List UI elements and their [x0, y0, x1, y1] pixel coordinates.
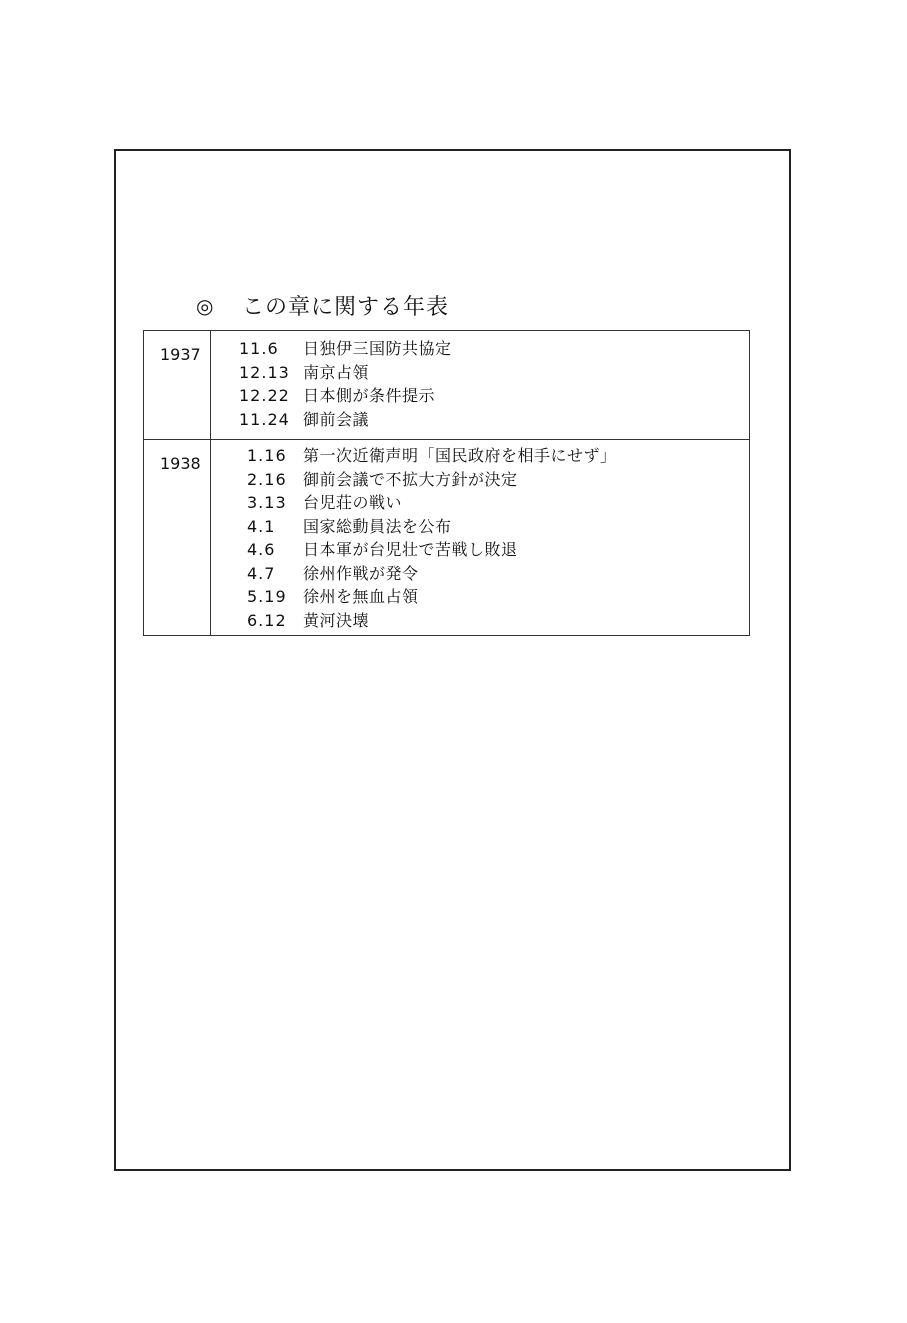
timeline-event — [239, 337, 749, 361]
timeline-event — [247, 444, 749, 468]
events-cell — [211, 440, 749, 635]
event-text: 御前会議 — [303, 409, 370, 429]
event-date: 4.1 — [247, 516, 276, 536]
timeline-event — [247, 515, 749, 539]
double-circle-icon: ◎ — [196, 293, 215, 318]
event-date: 1.16 — [247, 446, 287, 465]
timeline-event — [247, 562, 749, 586]
event-date: 12.22 — [239, 386, 290, 405]
event-text: 南京占領 — [303, 362, 370, 382]
timeline-event — [239, 384, 749, 408]
timeline-event — [247, 538, 749, 562]
section-title: この章に関する年表 — [242, 295, 450, 320]
events-cell — [211, 331, 749, 439]
event-date: 11.24 — [239, 409, 290, 429]
year-cell: 1937 — [144, 331, 211, 439]
event-text: 黄河決壊 — [303, 610, 370, 630]
event-text: 御前会議で不拡大方針が決定 — [303, 469, 518, 489]
event-text: 徐州を無血占領 — [303, 587, 419, 606]
timeline-event — [239, 408, 749, 432]
event-text: 日独伊三国防共協定 — [303, 339, 452, 358]
year-block-1938 — [144, 439, 749, 635]
year-block-1937 — [144, 331, 749, 439]
timeline-table — [143, 330, 750, 636]
event-date: 3.13 — [247, 493, 287, 512]
timeline-event — [247, 609, 749, 633]
event-date: 6.12 — [247, 610, 287, 630]
section-heading — [196, 290, 449, 321]
event-date: 4.7 — [247, 563, 276, 583]
event-text: 第一次近衛声明「国民政府を相手にせず」 — [303, 446, 617, 465]
year-cell: 1938 — [144, 440, 211, 635]
event-text: 台児荘の戦い — [303, 493, 403, 512]
event-date: 12.13 — [239, 362, 290, 382]
event-date: 5.19 — [247, 587, 287, 606]
timeline-event — [247, 468, 749, 492]
event-date: 2.16 — [247, 469, 287, 489]
event-text: 日本軍が台児壮で苦戦し敗退 — [303, 540, 518, 559]
event-date: 11.6 — [239, 339, 279, 358]
event-text: 徐州作戦が発令 — [303, 563, 419, 583]
timeline-event — [247, 585, 749, 609]
timeline-event — [247, 491, 749, 515]
event-text: 日本側が条件提示 — [303, 386, 436, 405]
event-text: 国家総動員法を公布 — [303, 516, 452, 536]
timeline-event — [239, 361, 749, 385]
event-date: 4.6 — [247, 540, 276, 559]
